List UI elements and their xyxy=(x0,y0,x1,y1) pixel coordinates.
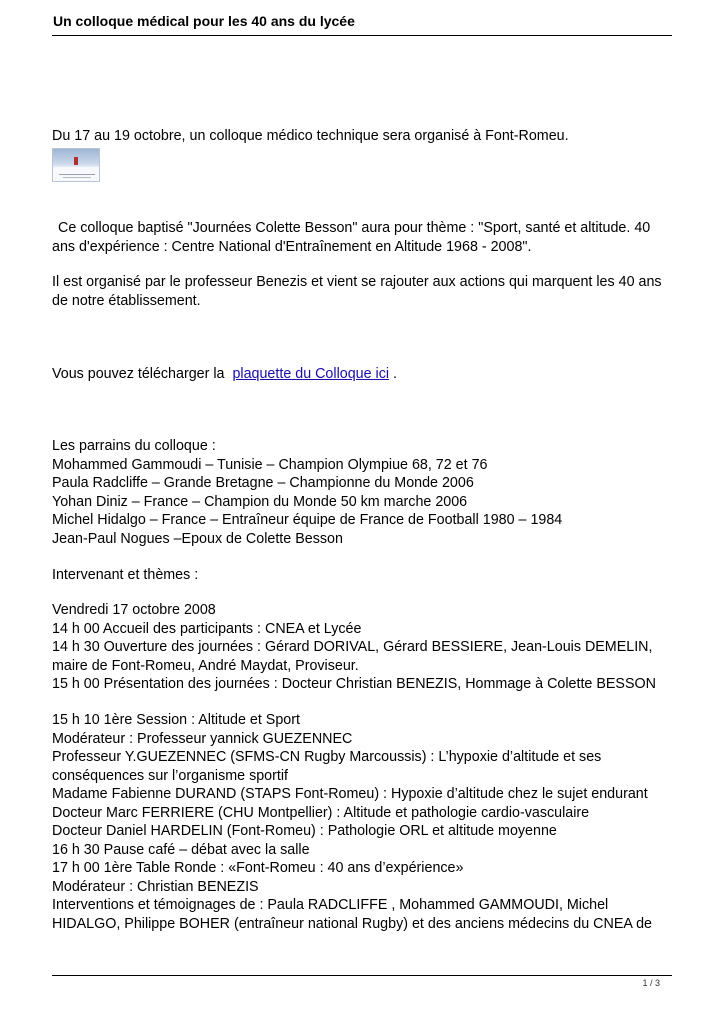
sponsor-item: Yohan Diniz – France – Champion du Monde 50 km marche 2006 xyxy=(52,493,468,510)
session1-section xyxy=(52,711,677,933)
download-prefix: Vous pouvez télécharger la xyxy=(52,366,225,382)
page-number: 1 / 3 xyxy=(642,978,660,988)
program-item: 15 h 00 Présentation des journées : Docteur Christian BENEZIS, Hommage à Colette BESSON xyxy=(52,676,656,692)
header-divider xyxy=(52,35,672,36)
program-item: Professeur Y.GUEZENNEC (SFMS-CN Rugby Marcoussis) : L’hypoxie d’altitude et ses conséquences sur l’organisme sportif xyxy=(52,749,602,784)
download-paragraph xyxy=(52,365,677,384)
day1-heading: Vendredi 17 octobre 2008 xyxy=(52,602,216,618)
thumbnail-caption-line xyxy=(59,174,95,175)
sponsor-item: Jean-Paul Nogues –Epoux de Colette Besson xyxy=(52,530,343,547)
program-item: 14 h 30 Ouverture des journées : Gérard DORIVAL, Gérard BESSIERE, Jean-Louis DEMELIN, maire de Font-Romeu, André Maydat, Proviseur. xyxy=(52,639,653,674)
program-item: Docteur Daniel HARDELIN (Font-Romeu) : Pathologie ORL et altitude moyenne xyxy=(52,823,557,839)
program-item: Docteur Marc FERRIERE (CHU Montpellier) : Altitude et pathologie cardio-vasculaire xyxy=(52,804,590,821)
brochure-download-link[interactable]: plaquette du Colloque ici xyxy=(232,366,390,382)
thumbnail-figure xyxy=(74,157,78,165)
program-item: 16 h 30 Pause café – débat avec la salle xyxy=(52,841,310,858)
event-poster-thumbnail[interactable] xyxy=(52,148,100,182)
sponsor-item: Mohammed Gammoudi – Tunisie – Champion Olympiue 68, 72 et 76 xyxy=(52,456,488,473)
page-title: Un colloque médical pour les 40 ans du lycée xyxy=(53,13,355,29)
theme-paragraph: Ce colloque baptisé "Journées Colette Besson" aura pour thème : "Sport, santé et altitude. 40 ans d'expérience : Centre National d'Entraînement en Altitude 1968 - 2008". xyxy=(52,220,651,255)
organizer-paragraph: Il est organisé par le professeur Benezis et vient se rajouter aux actions qui marquent les 40 ans de notre établissement. xyxy=(52,274,662,309)
intro-paragraph: Du 17 au 19 octobre, un colloque médico technique sera organisé à Font-Romeu. xyxy=(52,128,569,144)
sponsor-item: Paula Radcliffe – Grande Bretagne – Championne du Monde 2006 xyxy=(52,475,474,491)
program-item: Modérateur : Christian BENEZIS xyxy=(52,878,259,895)
sponsor-item: Michel Hidalgo – France – Entraîneur équipe de France de Football 1980 – 1984 xyxy=(52,512,563,528)
day1-section xyxy=(52,601,677,694)
sponsors-heading: Les parrains du colloque : xyxy=(52,438,216,454)
program-item: Modérateur : Professeur yannick GUEZENNEC xyxy=(52,730,353,747)
speakers-heading: Intervenant et thèmes : xyxy=(52,567,199,583)
sponsors-section xyxy=(52,437,677,548)
thumbnail-caption-line xyxy=(63,177,91,178)
program-item: 14 h 00 Accueil des participants : CNEA et Lycée xyxy=(52,620,362,637)
program-item: 17 h 00 1ère Table Ronde : «Font-Romeu : 40 ans d’expérience» xyxy=(52,860,464,876)
program-item: Interventions et témoignages de : Paula RADCLIFFE , Mohammed GAMMOUDI, Michel HIDALGO, Philippe BOHER (entraîneur national Rugby) et des anciens médecins du CNEA de xyxy=(52,897,652,932)
program-item: Madame Fabienne DURAND (STAPS Font-Romeu) : Hypoxie d’altitude chez le sujet endurant xyxy=(52,786,648,802)
download-suffix: . xyxy=(393,366,397,382)
program-item: 15 h 10 1ère Session : Altitude et Sport xyxy=(52,712,300,728)
footer-divider xyxy=(52,975,672,976)
